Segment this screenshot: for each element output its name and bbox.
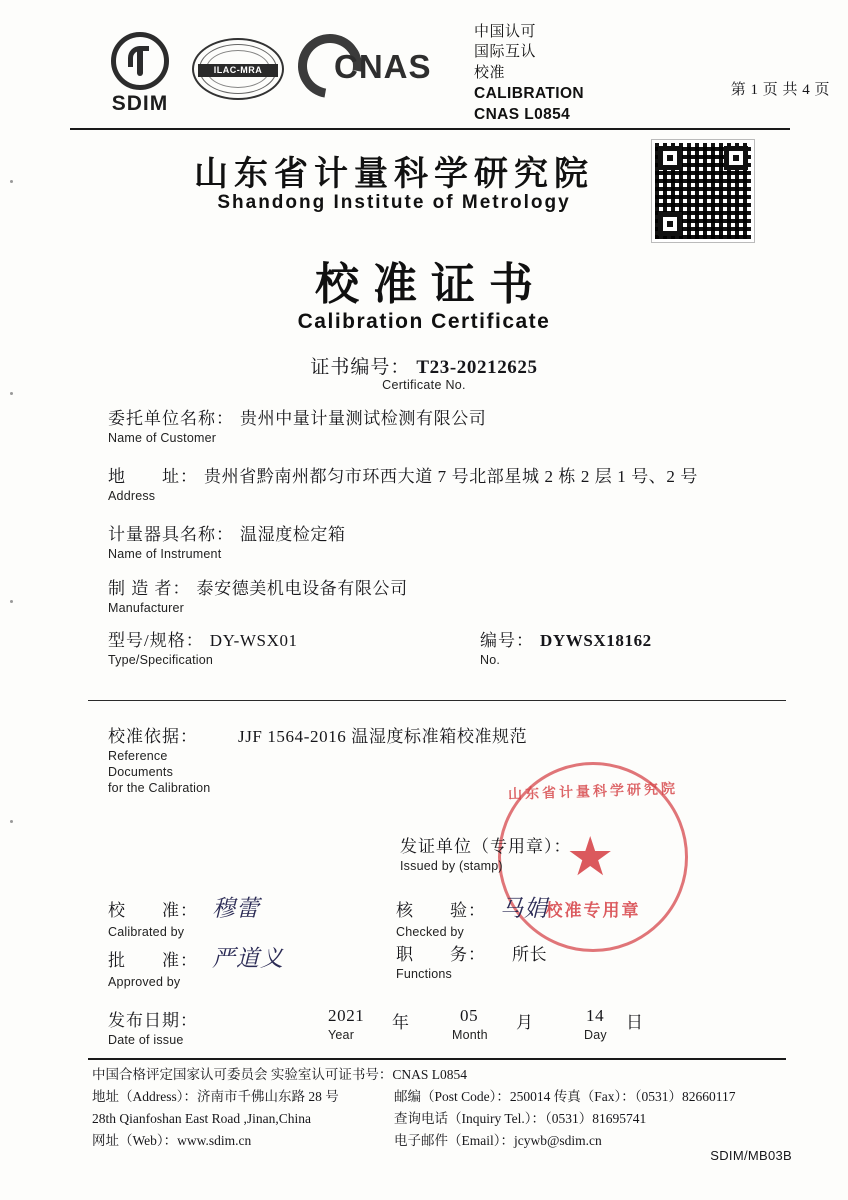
field-checked-label-en: Checked by — [396, 925, 465, 939]
cnas-logo — [298, 30, 468, 108]
cnas-line-cn3: 校准 — [474, 63, 506, 81]
cnas-line-cn2: 国际互认 — [474, 43, 537, 61]
sdim-logo — [94, 32, 186, 116]
field-date-of-issue — [108, 1006, 198, 1047]
stamp-arc-text: 山东省计量科学研究院 — [507, 780, 679, 802]
field-approved-label-en: Approved by — [108, 975, 181, 989]
footer-row-4 — [92, 1130, 786, 1152]
certificate-no-label-en: Certificate No. — [382, 378, 466, 392]
date-day-label-cn: 日 — [626, 1013, 644, 1032]
field-approved-label-cn: 批 准： — [108, 951, 198, 970]
sdim-logo-text: SDIM — [111, 92, 169, 115]
field-customer-label-en: Name of Customer — [108, 431, 217, 445]
date-month-label-en: Month — [452, 1028, 488, 1042]
field-manufacturer-label-cn: 制 造 者： — [108, 579, 191, 598]
field-checked-label-cn: 核 验： — [396, 901, 486, 920]
field-reference-label-cn: 校准依据： — [108, 727, 198, 746]
footer-row-2 — [92, 1086, 786, 1108]
page-title-cn: 校准证书 — [315, 260, 547, 309]
cnas-line-cn1: 中国认可 — [474, 23, 537, 40]
qr-code — [652, 140, 754, 242]
field-functions — [396, 940, 547, 981]
institute-name-en: Shandong Institute of Metrology — [217, 192, 571, 213]
field-instrument — [108, 520, 346, 561]
date-day-value: 14 — [586, 1006, 605, 1025]
field-reference-label-en-3: for the Calibration — [108, 781, 211, 795]
qr-finder-icon — [658, 146, 682, 170]
section-divider-top — [88, 700, 786, 701]
field-instrument-value: 温湿度检定箱 — [240, 525, 346, 544]
field-reference-label-en-2: Documents — [108, 765, 174, 779]
field-type-label-en: Type/Specification — [108, 653, 214, 667]
date-month-label-cn: 月 — [516, 1013, 534, 1032]
margin-dot — [10, 600, 13, 603]
qr-finder-icon — [724, 146, 748, 170]
header-logos — [70, 18, 808, 124]
field-customer-label-cn: 委托单位名称： — [108, 409, 234, 428]
field-approved-by — [108, 940, 284, 989]
field-reference — [108, 722, 527, 795]
certificate-no-row — [0, 352, 848, 379]
field-issued-by-label-en: Issued by (stamp) — [400, 859, 503, 873]
field-address-label-cn: 地 址： — [108, 467, 198, 486]
margin-dot — [10, 392, 13, 395]
field-type-spec — [108, 626, 298, 667]
ilac-mra-text: ILAC-MRA — [198, 64, 278, 77]
header-divider — [70, 128, 790, 130]
date-year-cn-unit — [392, 1008, 410, 1033]
cnas-logo-text: CNAS — [334, 48, 432, 85]
footer-cnas-line: 中国合格评定国家认可委员会 实验室认可证书号：CNAS L0854 — [92, 1067, 468, 1082]
cnas-accreditation-text — [474, 22, 584, 125]
date-year-value: 2021 — [328, 1006, 365, 1025]
footer-postcode-fax: 邮编（Post Code）：250014 传真（Fax）：（0531）82660117 — [394, 1089, 736, 1104]
field-no-label-cn: 编号： — [480, 631, 534, 650]
cnas-line-en2: CNAS L0854 — [474, 106, 571, 124]
field-no-label-en: No. — [480, 653, 501, 667]
footer-inquiry-tel: 查询电话（Inquiry Tel.）：（0531）81695741 — [394, 1111, 647, 1126]
date-year-label-cn: 年 — [392, 1013, 410, 1032]
sdim-mark-icon — [111, 32, 169, 90]
certificate-no-label-cn: 证书编号： — [310, 357, 411, 378]
field-issued-by-label-cn: 发证单位（专用章）： — [400, 837, 572, 856]
field-manufacturer — [108, 574, 408, 615]
date-year — [328, 1006, 364, 1042]
ilac-mra-logo — [192, 38, 284, 100]
certificate-no-value: T23-20212625 — [416, 357, 538, 378]
field-serial-no — [480, 626, 652, 667]
date-month-value: 05 — [460, 1006, 479, 1025]
field-address-label-en: Address — [108, 489, 156, 503]
cnas-line-en1: CALIBRATION — [474, 85, 585, 103]
footer-email: 电子邮件（Email）：jcywb@sdim.cn — [394, 1133, 602, 1148]
field-calibrated-by — [108, 890, 260, 939]
page-number: 第 1 页 共 4 页 — [730, 82, 830, 98]
field-customer-value: 贵州中量计量测试检测有限公司 — [240, 409, 487, 428]
field-type-value: DY-WSX01 — [209, 631, 298, 650]
field-address-value: 贵州省黔南州都匀市环西大道 7 号北部星城 2 栋 2 层 1 号、2 号 — [204, 467, 698, 486]
field-calibrated-label-cn: 校 准： — [108, 901, 198, 920]
field-calibrated-label-en: Calibrated by — [108, 925, 185, 939]
stamp-bottom-text: 校准专用章 — [545, 901, 641, 920]
field-manufacturer-value: 泰安德美机电设备有限公司 — [196, 579, 408, 598]
date-year-label-en: Year — [328, 1028, 355, 1042]
qr-finder-icon — [658, 212, 682, 236]
field-instrument-label-cn: 计量器具名称： — [108, 525, 234, 544]
footer-row-1 — [92, 1064, 786, 1086]
field-reference-value: JJF 1564-2016 温湿度标准箱校准规范 — [238, 727, 528, 746]
field-manufacturer-label-en: Manufacturer — [108, 601, 185, 615]
field-instrument-label-en: Name of Instrument — [108, 547, 222, 561]
date-month — [452, 1006, 488, 1042]
footer-address-en: 28th Qianfoshan East Road ,Jinan,China — [92, 1111, 311, 1126]
institute-name-cn: 山东省计量科学研究院 — [194, 155, 594, 193]
field-approved-signature: 严道义 — [212, 946, 284, 971]
field-checked-signature: 马娟 — [500, 896, 548, 921]
page-title-en: Calibration Certificate — [297, 310, 551, 333]
footer-address-cn: 地址（Address）：济南市千佛山东路 28 号 — [92, 1089, 339, 1104]
date-day-cn-unit — [626, 1008, 644, 1033]
footer — [92, 1064, 786, 1152]
field-date-label-cn: 发布日期： — [108, 1011, 198, 1030]
field-date-label-en: Date of issue — [108, 1033, 184, 1047]
field-functions-label-cn: 职 务： — [396, 945, 486, 964]
field-address — [108, 462, 698, 503]
field-functions-value: 所长 — [512, 945, 548, 964]
field-no-value: DYWSX18162 — [540, 631, 652, 650]
field-functions-label-en: Functions — [396, 967, 452, 981]
date-day — [586, 1006, 607, 1042]
document-code: SDIM/MB03B — [710, 1148, 792, 1163]
date-day-label-en: Day — [584, 1028, 607, 1042]
date-month-cn-unit — [516, 1008, 534, 1033]
field-calibrated-signature: 穆蕾 — [212, 896, 260, 921]
field-customer — [108, 404, 486, 445]
footer-row-3 — [92, 1108, 786, 1130]
field-type-label-cn: 型号/规格： — [108, 631, 204, 650]
field-reference-label-en-1: Reference — [108, 749, 168, 763]
field-checked-by — [396, 890, 548, 939]
footer-website: 网址（Web）：www.sdim.cn — [92, 1133, 252, 1148]
margin-dot — [10, 820, 13, 823]
footer-divider — [88, 1058, 786, 1060]
field-issued-by — [400, 832, 572, 873]
